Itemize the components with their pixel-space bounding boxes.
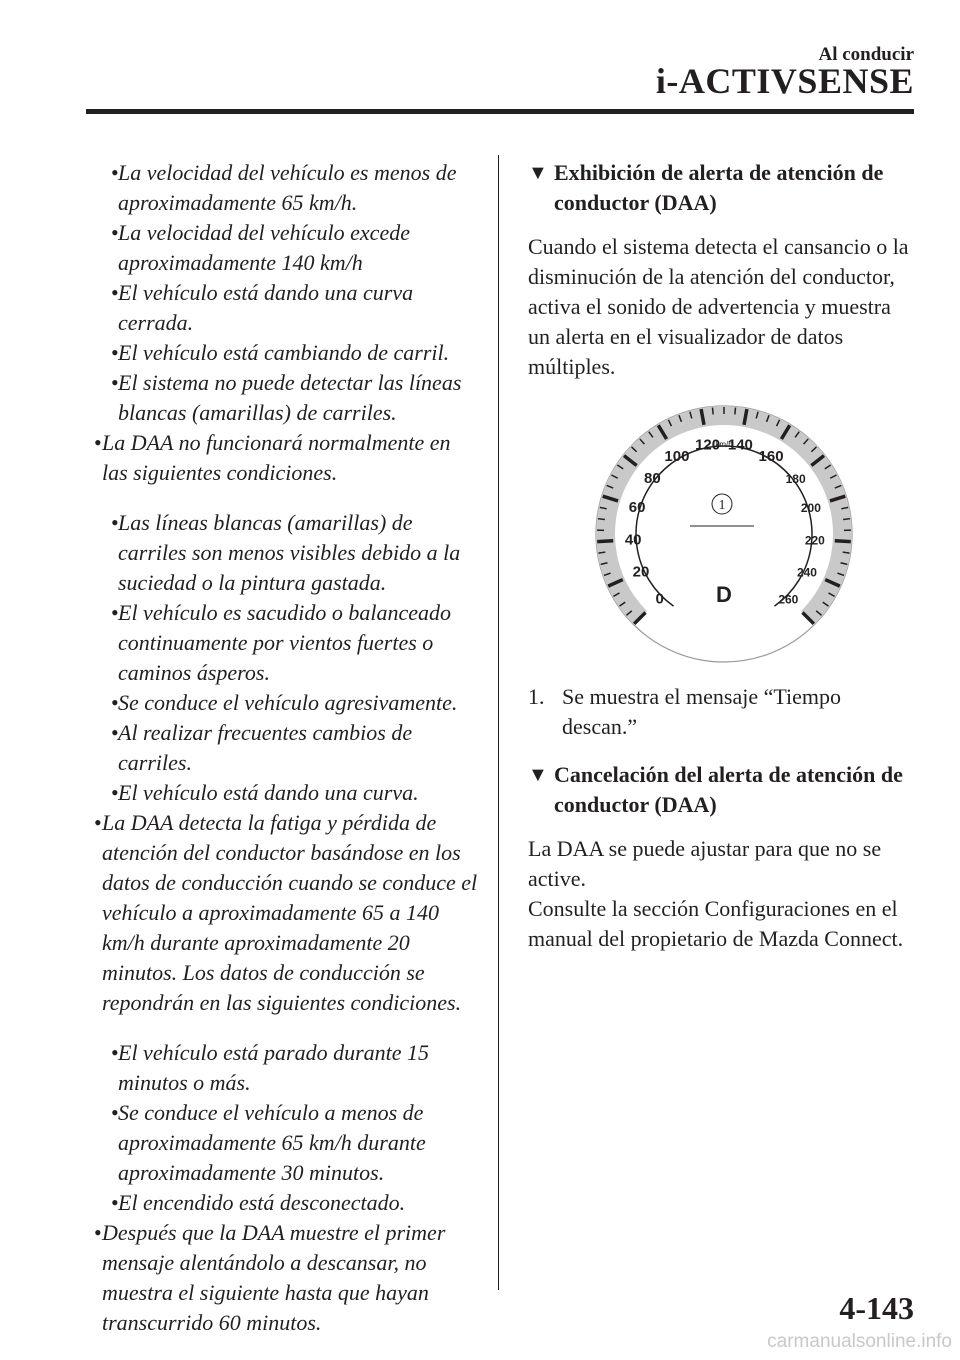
bullet-icon: • — [111, 220, 119, 245]
bullet-icon: • — [94, 430, 102, 455]
section-label: Al conducir — [818, 44, 914, 65]
bullet-icon: • — [111, 370, 119, 395]
minor-tick — [843, 552, 850, 553]
watermark: carmanualsonline.info — [767, 1331, 952, 1352]
daa-cancel-heading-text: Cancelación del alerta de atención de conductor (DAA) — [554, 762, 903, 817]
sub-bullet-item — [96, 158, 481, 218]
daa-cancel-heading — [528, 760, 918, 820]
speed-label: 260 — [778, 592, 799, 607]
bullet-text: El sistema no puede detectar las líneas blancas (amarillas) de carriles. — [118, 370, 462, 425]
minor-tick — [713, 408, 714, 415]
section-marker-icon: ▼ — [528, 162, 548, 184]
figure-caption-item — [528, 682, 918, 742]
minor-tick — [735, 408, 736, 415]
daa-display-heading-text: Exhibición de alerta de atención de conductor (DAA) — [554, 160, 884, 215]
bullet-icon: • — [111, 160, 119, 185]
bullet-item — [96, 428, 481, 488]
chapter-title: i-ACTIVSENSE — [655, 61, 914, 101]
bullet-item — [96, 1218, 481, 1338]
minor-tick — [598, 519, 605, 520]
sub-bullet-item — [96, 778, 481, 808]
bullet-text: El vehículo es sacudido o balanceado continuamente por vientos fuertes o caminos ásperos. — [118, 600, 451, 685]
speed-label: 100 — [664, 448, 690, 466]
speed-label: 200 — [800, 500, 821, 515]
bullet-icon: • — [111, 1190, 119, 1215]
sub-bullet-item — [96, 1098, 481, 1188]
bullet-icon: • — [111, 720, 119, 745]
caption-text: Se muestra el mensaje “Tiempo descan.” — [562, 684, 842, 739]
speedometer-figure — [594, 404, 854, 664]
bullet-icon: • — [111, 1040, 119, 1065]
sub-bullet-item — [96, 598, 481, 688]
caption-number: 1. — [528, 684, 545, 709]
bullet-text: El encendido está desconectado. — [118, 1190, 406, 1215]
sub-bullet-item — [96, 218, 481, 278]
bullet-text: La velocidad del vehículo es menos de aproximadamente 65 km/h. — [118, 160, 457, 215]
bullet-text: La DAA detecta la fatiga y pérdida de atención del conductor basándose en los datos de conducción cuando se conduce el vehículo a aproximadamente 65 a 140 km/h durante aproximadamente 20 minutos. Los datos de conducción se repondrán en las siguientes condiciones. — [102, 810, 478, 1015]
bullet-text: El vehículo está dando una curva. — [118, 780, 419, 805]
sub-bullet-item — [96, 278, 481, 338]
speed-label: 240 — [796, 565, 817, 580]
sub-bullet-item — [96, 368, 481, 428]
bullet-icon: • — [111, 280, 119, 305]
sub-bullet-item — [96, 338, 481, 368]
bullet-icon: • — [111, 340, 119, 365]
bullet-icon: • — [94, 1220, 102, 1245]
sub-bullet-item — [96, 1188, 481, 1218]
list-spacer — [96, 1018, 481, 1038]
bullet-text: El vehículo está parado durante 15 minutos o más. — [118, 1040, 430, 1095]
left-column — [96, 158, 481, 1338]
sub-bullet-item — [96, 718, 481, 778]
speed-label: 120 — [695, 436, 721, 454]
sub-bullet-item — [96, 1038, 481, 1098]
sub-bullet-item — [96, 688, 481, 718]
bullet-icon: • — [111, 1100, 119, 1125]
speed-label: 20 — [632, 563, 650, 581]
speed-label: 80 — [644, 469, 661, 487]
bullet-icon: • — [111, 690, 119, 715]
bullet-text: El vehículo está cambiando de carril. — [118, 340, 450, 365]
major-tick — [597, 541, 613, 542]
speed-label: 180 — [785, 471, 806, 486]
speed-label: 160 — [758, 448, 784, 466]
list-spacer — [96, 488, 481, 508]
bullet-text: Al realizar frecuentes cambios de carriles. — [118, 720, 413, 775]
major-tick — [835, 541, 851, 542]
bullet-icon: • — [111, 510, 119, 535]
page-number: 4-143 — [839, 1290, 914, 1326]
bullet-text: Las líneas blancas (amarillas) de carriles son menos visibles debido a la suciedad o la pintura gastada. — [118, 510, 461, 595]
minor-tick — [598, 552, 605, 553]
speed-label: 40 — [624, 531, 642, 549]
gear-indicator: D — [716, 582, 732, 607]
bullet-icon: • — [111, 600, 119, 625]
bullet-text: La DAA no funcionará normalmente en las siguientes condiciones. — [102, 430, 451, 485]
speed-label: 0 — [655, 590, 664, 608]
column-divider — [498, 155, 499, 1290]
section-marker-icon: ▼ — [528, 764, 548, 786]
right-column — [528, 158, 918, 954]
daa-display-heading — [528, 158, 918, 218]
minor-tick — [843, 519, 850, 520]
daa-display-paragraph: Cuando el sistema detecta el cansancio o la disminución de la atención del conductor, activa el sonido de advertencia y muestra un alerta en el visualizador de datos múltiples. — [528, 234, 909, 379]
speed-label: 60 — [628, 498, 646, 516]
speed-label: 140 — [727, 436, 753, 454]
bullet-icon: • — [111, 780, 119, 805]
bullet-text: Se conduce el vehículo agresivamente. — [118, 690, 458, 715]
header-rule — [86, 109, 914, 114]
unit-label: km/h — [715, 440, 733, 449]
callout-number: 1 — [718, 498, 726, 513]
speedometer-gauge — [594, 404, 854, 664]
bullet-text: Se conduce el vehículo a menos de aproximadamente 65 km/h durante aproximadamente 30 minutos. — [118, 1100, 426, 1185]
bullet-text: El vehículo está dando una curva cerrada. — [118, 280, 414, 335]
bullet-icon: • — [94, 810, 102, 835]
daa-cancel-paragraph-1: La DAA se puede ajustar para que no se active. — [528, 836, 882, 891]
speed-label: 220 — [804, 533, 825, 548]
bullet-text: Después que la DAA muestre el primer mensaje alentándolo a descansar, no muestra el siguiente hasta que hayan transcurrido 60 minutos. — [102, 1220, 446, 1335]
daa-cancel-paragraph-2: Consulte la sección Configuraciones en el manual del propietario de Mazda Connect. — [528, 896, 904, 951]
bullet-item — [96, 808, 481, 1018]
bullet-text: La velocidad del vehículo excede aproximadamente 140 km/h — [118, 220, 410, 275]
sub-bullet-item — [96, 508, 481, 598]
